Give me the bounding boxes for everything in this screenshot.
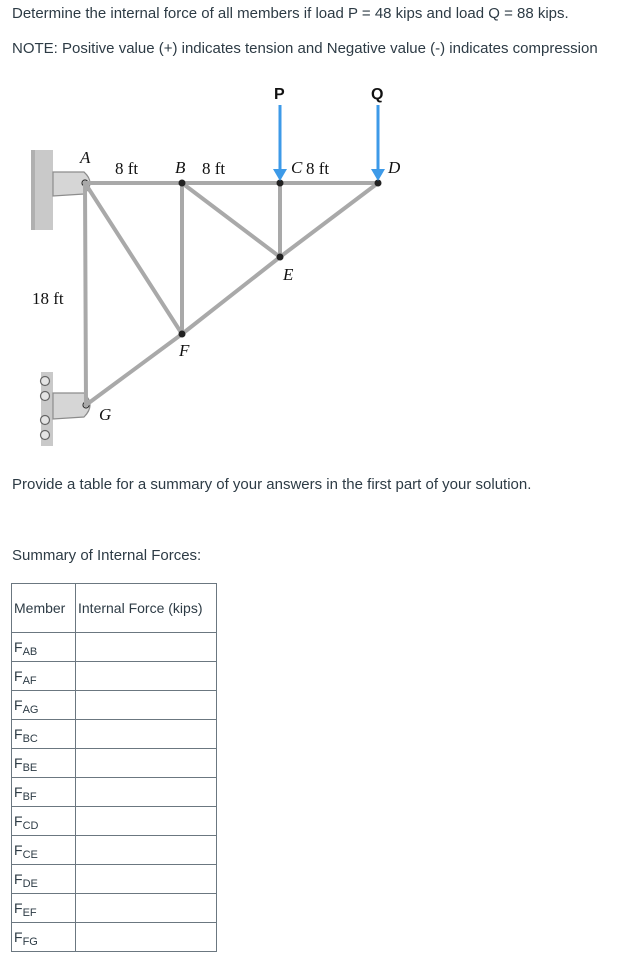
member-ag <box>85 183 86 405</box>
joint-label-b: B <box>175 158 186 177</box>
member-subscript: EF <box>22 907 37 919</box>
table-instruction: Provide a table for a summary of your answers in the first part of your solution. <box>12 476 532 493</box>
member-subscript: CE <box>22 849 38 861</box>
member-symbol: F <box>14 784 23 800</box>
member-cell <box>12 691 76 720</box>
table-row <box>12 865 217 894</box>
member-cell <box>12 778 76 807</box>
member-subscript: FG <box>22 936 38 948</box>
member-cell <box>12 836 76 865</box>
force-value-cell[interactable] <box>76 807 217 836</box>
member-symbol: F <box>14 755 23 771</box>
member-symbol: F <box>14 929 23 945</box>
member-subscript: AF <box>22 675 37 687</box>
problem-statement: Determine the internal force of all members if load P = 48 kips and load Q = 88 kips. <box>12 5 569 22</box>
member-subscript: BC <box>22 733 38 745</box>
table-row <box>12 894 217 923</box>
member-cell <box>12 662 76 691</box>
joint-label-a: A <box>80 148 91 167</box>
table-row <box>12 778 217 807</box>
table-row <box>12 662 217 691</box>
member-cell <box>12 749 76 778</box>
joint-e <box>277 254 284 261</box>
table-row <box>12 923 217 952</box>
member-cell <box>12 807 76 836</box>
member-subscript: AB <box>22 646 38 658</box>
force-value-cell[interactable] <box>76 691 217 720</box>
joint-label-e: E <box>283 265 294 284</box>
member-fg <box>86 334 182 405</box>
member-cell <box>12 894 76 923</box>
member-symbol: F <box>14 813 23 829</box>
load-label-p: P <box>274 86 285 103</box>
table-row <box>12 836 217 865</box>
force-value-cell[interactable] <box>76 749 217 778</box>
column-header-member: Member <box>12 584 76 633</box>
joint-b <box>179 180 186 187</box>
load-label-q: Q <box>371 86 384 103</box>
summary-table <box>11 583 217 952</box>
summary-title: Summary of Internal Forces: <box>12 547 202 564</box>
member-symbol: F <box>14 900 23 916</box>
member-subscript: BE <box>22 762 38 774</box>
member-symbol: F <box>14 639 23 655</box>
table-row <box>12 720 217 749</box>
force-value-cell[interactable] <box>76 778 217 807</box>
member-symbol: F <box>14 871 23 887</box>
table-header-row <box>12 584 217 633</box>
table-row <box>12 633 217 662</box>
force-value-cell[interactable] <box>76 662 217 691</box>
force-value-cell[interactable] <box>76 894 217 923</box>
member-cell <box>12 923 76 952</box>
joint-label-d: D <box>388 158 401 177</box>
member-cell <box>12 865 76 894</box>
dim-label-bc: 8 ft <box>202 159 226 178</box>
force-value-cell[interactable] <box>76 865 217 894</box>
joint-f <box>179 331 186 338</box>
dim-label-height: 18 ft <box>32 289 64 308</box>
member-symbol: F <box>14 726 23 742</box>
load-arrow-p <box>273 105 287 181</box>
dim-label-ab: 8 ft <box>115 159 139 178</box>
load-arrow-q <box>371 105 385 181</box>
member-subscript: AG <box>22 704 39 716</box>
member-be <box>182 183 280 257</box>
table-row <box>12 807 217 836</box>
force-value-cell[interactable] <box>76 720 217 749</box>
column-header-force: Internal Force (kips) <box>76 584 217 633</box>
member-symbol: F <box>14 668 23 684</box>
member-symbol: F <box>14 842 23 858</box>
member-subscript: CD <box>22 820 39 832</box>
member-af <box>85 183 182 334</box>
member-cell <box>12 720 76 749</box>
sign-convention-note: NOTE: Positive value (+) indicates tension and Negative value (-) indicates compression <box>12 40 598 57</box>
member-de <box>280 183 378 257</box>
table-row <box>12 749 217 778</box>
force-value-cell[interactable] <box>76 633 217 662</box>
member-symbol: F <box>14 697 23 713</box>
joint-label-f: F <box>179 341 190 360</box>
force-value-cell[interactable] <box>76 836 217 865</box>
truss-diagram <box>0 80 626 460</box>
member-subscript: BF <box>22 791 37 803</box>
dim-label-cd: 8 ft <box>306 159 330 178</box>
member-subscript: DE <box>22 878 38 890</box>
force-value-cell[interactable] <box>76 923 217 952</box>
joint-label-g: G <box>99 405 112 424</box>
joint-label-c: C <box>291 158 303 177</box>
member-ef <box>182 257 280 334</box>
table-row <box>12 691 217 720</box>
member-cell <box>12 633 76 662</box>
